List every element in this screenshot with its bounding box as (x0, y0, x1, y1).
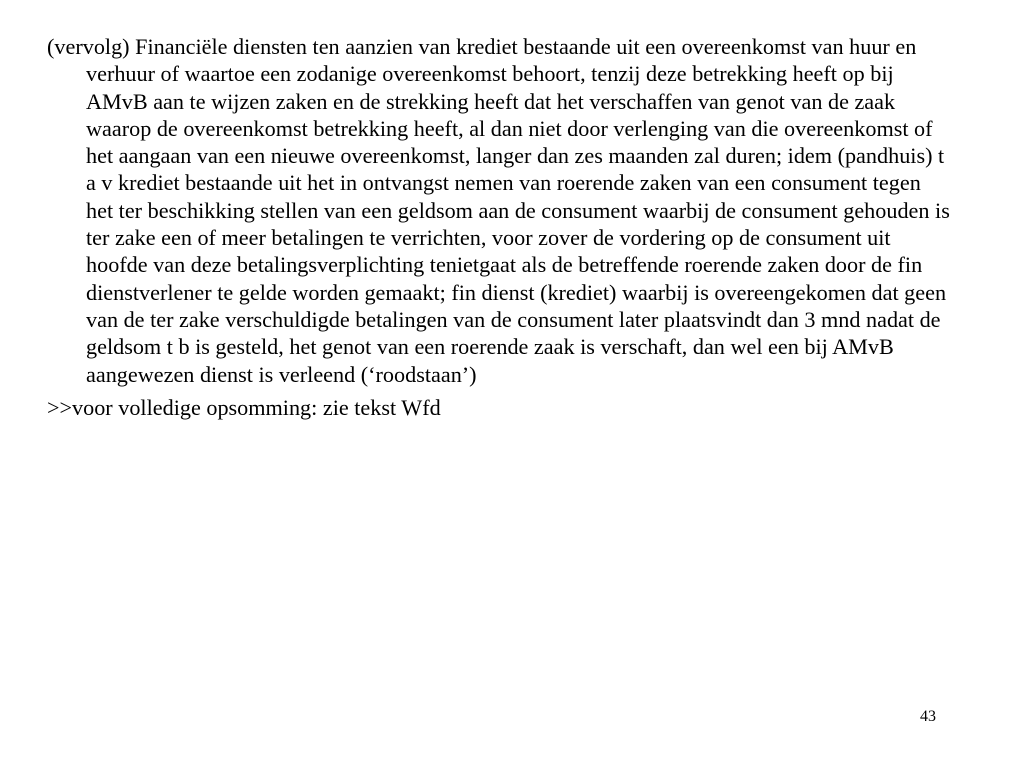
body-paragraph: (vervolg) Financiële diensten ten aanzien van krediet bestaande uit een overeenkomst van huur en verhuur of waartoe een zodanige overeenkomst behoort, tenzij deze betrekking heeft op bij AMvB aan te wijzen zaken en de strekking heeft dat het verschaffen van genot van de zaak waarop de overeenkomst betrekking heeft, al dan niet door verlenging van die overeenkomst of het aangaan van een nieuwe overeenkomst, langer dan zes maanden zal duren; idem (pandhuis) t a v krediet bestaande uit het in ontvangst nemen van roerende zaken van een consument tegen het ter beschikking stellen van een geldsom aan de consument waarbij de consument gehouden is ter zake een of meer betalingen te verrichten, voor zover de vordering op de consument uit hoofde van deze betalingsverplichting tenietgaat als de betreffende roerende zaken door de fin dienstverlener te gelde worden gemaakt; fin dienst (krediet) waarbij is overeengekomen dat geen van de ter zake verschuldigde betalingen van de consument later plaatsvindt dan 3 mnd nadat de geldsom t b is gesteld, het genot van een roerende zaak is verschaft, dan wel een bij AMvB aangewezen dienst is verleend (‘roodstaan’) (47, 34, 950, 387)
body-paragraph-reference: >>voor volledige opsomming: zie tekst Wfd (47, 394, 441, 420)
page-number: 43 (920, 708, 936, 725)
slide-body (47, 33, 952, 421)
